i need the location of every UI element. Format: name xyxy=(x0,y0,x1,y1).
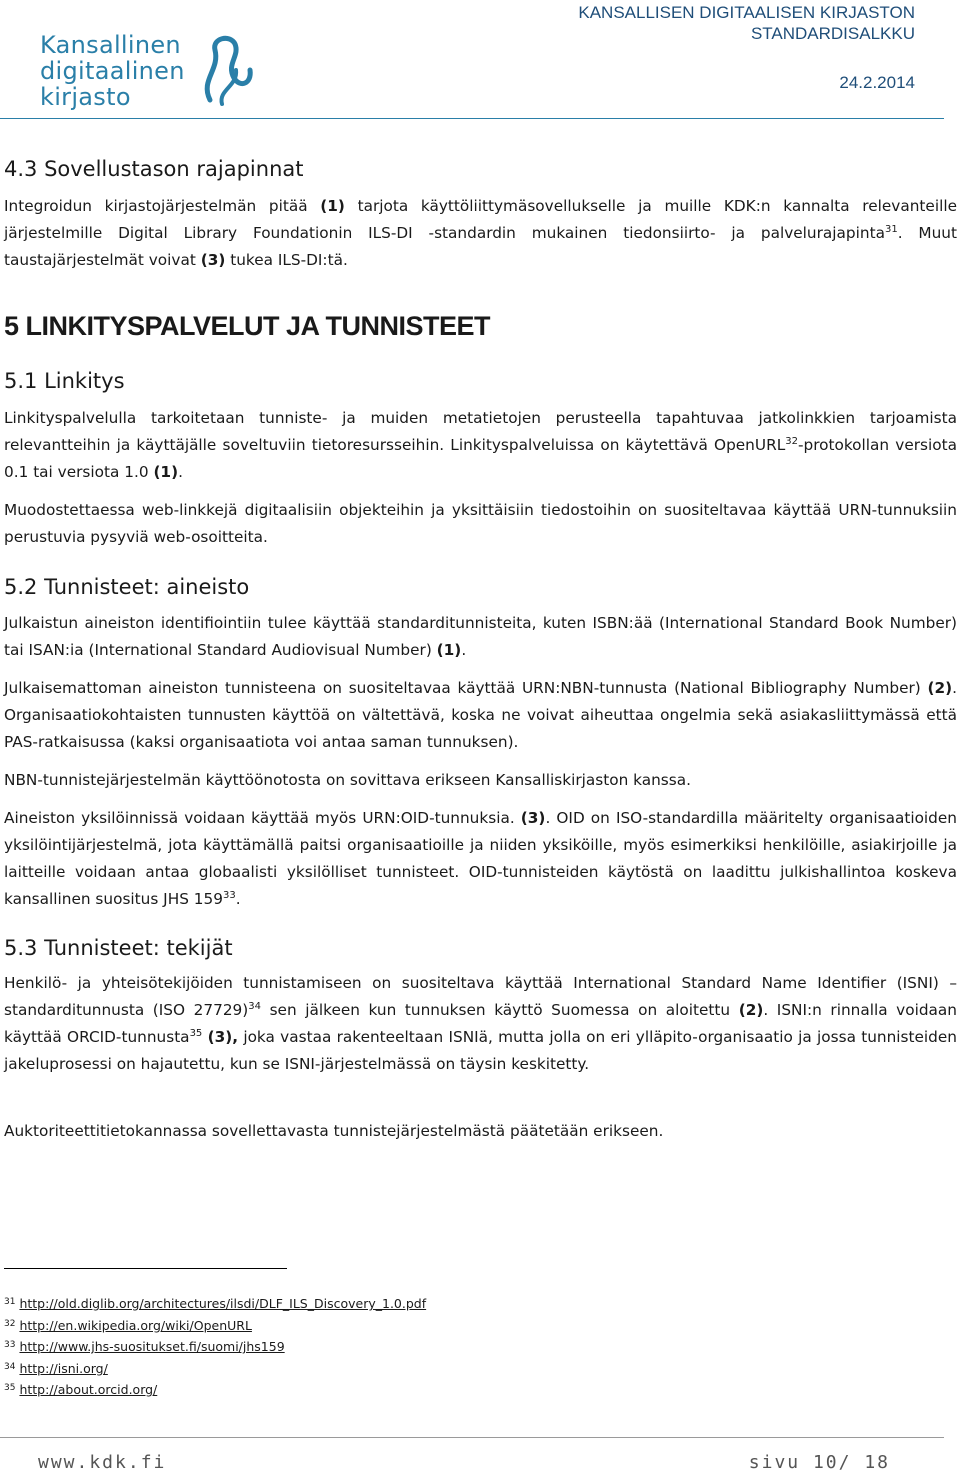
section-5-2-paragraph-4 xyxy=(4,805,957,913)
logo-line-2: digitaalinen xyxy=(40,57,185,85)
section-5-2-paragraph-2 xyxy=(4,675,957,756)
footnote-ref[interactable]: 32 xyxy=(785,436,798,447)
priority-marker: (3), xyxy=(207,1028,239,1046)
footnote-ref[interactable]: 33 xyxy=(222,890,236,901)
text: Integroidun kirjastojärjestelmän pitää xyxy=(4,197,321,215)
priority-marker: (2) xyxy=(738,1001,764,1019)
priority-marker: (1) xyxy=(320,197,345,215)
text: . xyxy=(178,463,183,481)
section-5-3-paragraph-1 xyxy=(4,970,957,1078)
priority-marker: (2) xyxy=(927,679,953,697)
footnote-item xyxy=(4,1314,252,1337)
section-5-1-heading: 5.1 Linkitys xyxy=(4,369,125,393)
footnote-number: 33 xyxy=(4,1340,16,1350)
footnote-item xyxy=(4,1335,285,1358)
logo-line-3: kirjasto xyxy=(40,83,131,111)
priority-marker: (1) xyxy=(436,641,462,659)
footnote-number: 35 xyxy=(4,1383,16,1393)
text: -protokollan versiota 0.1 tai versiota 1.0 xyxy=(4,436,957,481)
portfolio-title-line2: STANDARDISALKKU xyxy=(750,24,915,43)
text: . OID on ISO-standardilla määritelty organisaatioiden yksilöintijärjestelmä, jota käyttämällä paitsi organisaatioille ja niiden yksiköille, myös esimerkiksi henkilöille, asiakirjoille ja laitteille voidaan antaa globaalisti yksilölliset tunnisteet. OID-tunnisteiden käytöstä on laadittu julkishallintoa koskeva kansallinen suositus JHS 159 xyxy=(4,809,958,908)
footnote-link[interactable]: http://www.jhs-suositukset.fi/suomi/jhs159 xyxy=(19,1339,285,1354)
footer-divider xyxy=(0,1437,944,1438)
footnote-number: 34 xyxy=(4,1362,16,1372)
footnote-ref[interactable]: 34 xyxy=(248,1001,261,1012)
chapter-5-heading: 5 LINKITYSPALVELUT JA TUNNISTEET xyxy=(4,311,491,341)
logo-line-1: Kansallinen xyxy=(40,31,181,59)
text: . Muut taustajärjestelmät voivat xyxy=(4,224,957,269)
section-4-3-paragraph xyxy=(4,193,957,274)
section-5-2-paragraph-3: NBN-tunnistejärjestelmän käyttöönotosta on sovittava erikseen Kansalliskirjaston kanssa. xyxy=(4,771,691,789)
priority-marker: (3) xyxy=(520,809,546,827)
text: Henkilö- ja yhteisötekijöiden tunnistamiseen on suositeltava käyttää International Standard Name Identifier (ISNI) –standarditunnusta (ISO 27729) xyxy=(4,974,957,1019)
text: tarjota käyttöliittymäsovellukselle ja muille KDK:n kannalta relevanteille järjestelmille Digital Library Foundationin ILS-DI -standardin mukainen tiedonsiirto- ja palvelurajapinta xyxy=(4,197,957,242)
section-5-2-paragraph-1 xyxy=(4,610,957,664)
section-4-3-heading: 4.3 Sovellustason rajapinnat xyxy=(4,157,304,181)
footnote-link[interactable]: http://en.wikipedia.org/wiki/OpenURL xyxy=(19,1318,252,1333)
text: joka vastaa rakenteeltaan ISNIä, mutta jolla on eri ylläpito-organisaatio ja jossa tunnisteiden jakeluprosessi on hajautettu, kun se ISNI-järjestelmässä on täysin keskitetty. xyxy=(4,1028,957,1073)
section-5-3-paragraph-2: Auktoriteettitietokannassa sovellettavasta tunnistejärjestelmästä päätetään erikseen. xyxy=(4,1122,664,1140)
section-5-3-heading: 5.3 Tunnisteet: tekijät xyxy=(4,936,233,960)
text: tukea ILS-DI:tä. xyxy=(225,251,348,269)
section-5-2-heading: 5.2 Tunnisteet: aineisto xyxy=(4,575,250,599)
portfolio-title xyxy=(578,2,915,44)
logo-swirl-icon xyxy=(190,30,260,108)
footnote-link[interactable]: http://about.orcid.org/ xyxy=(19,1382,158,1397)
text: . xyxy=(461,641,467,659)
text: Julkaistun aineiston identifiointiin tulee käyttää standarditunnisteita, kuten ISBN:ää (International Standard Book Number) tai ISAN:ia (International Standard Audiovisual Number) xyxy=(4,614,957,659)
footnote-divider xyxy=(4,1268,287,1269)
footnote-link[interactable]: http://isni.org/ xyxy=(19,1361,108,1376)
footnote-number: 31 xyxy=(4,1297,16,1307)
text: Julkaisemattoman aineiston tunnisteena on suositeltavaa käyttää URN:NBN-tunnusta (National Bibliography Number) xyxy=(4,679,928,697)
section-5-1-paragraph-1 xyxy=(4,405,957,486)
text: Aineiston yksilöinnissä voidaan käyttää myös URN:OID-tunnuksia. xyxy=(4,809,521,827)
footnote-number: 32 xyxy=(4,1319,16,1329)
text: . ISNI:n rinnalla voidaan käyttää ORCID-tunnusta xyxy=(4,1001,958,1046)
text: Linkityspalvelulla tarkoitetaan tunniste- ja muiden metatietojen perusteella tapahtuvaa jatkolinkkien tarjoamista relevantteihin ja käyttäjälle soveltuviin tietoresursseihin. Linkityspalveluissa on käytettävä OpenURL xyxy=(4,409,957,454)
section-5-1-paragraph-2: Muodostettaessa web-linkkejä digitaalisiin objekteihin ja yksittäisiin tiedostoihin on suositeltavaa käyttää URN-tunnuksiin perustuvia pysyviä web-osoitteita. xyxy=(4,501,957,546)
text: sen jälkeen kun tunnuksen käyttö Suomessa on aloitettu xyxy=(261,1001,739,1019)
priority-marker: (1) xyxy=(153,463,179,481)
footnote-ref[interactable]: 35 xyxy=(189,1028,203,1039)
footnote-item xyxy=(4,1292,426,1315)
footer-website: www.kdk.fi xyxy=(38,1452,167,1473)
page-number: sivu 10/ 18 xyxy=(748,1452,890,1473)
text: . xyxy=(235,890,241,908)
footnote-item xyxy=(4,1378,157,1401)
footnote-item xyxy=(4,1357,108,1380)
header-divider xyxy=(0,118,944,119)
priority-marker: (3) xyxy=(200,251,226,269)
document-date: 24.2.2014 xyxy=(839,73,915,92)
portfolio-title-line1: KANSALLISEN DIGITAALISEN KIRJASTON xyxy=(578,3,915,22)
footnote-link[interactable]: http://old.diglib.org/architectures/ilsdi/DLF_ILS_Discovery_1.0.pdf xyxy=(19,1296,427,1311)
footnote-ref[interactable]: 31 xyxy=(884,224,898,235)
text: . Organisaatiokohtaisten tunnusten käyttöä on vältettävä, koska ne voivat aiheuttaa ongelmia sekä asiakasliittymässä että PAS-ratkaisussa (kaksi organisaatiota voi antaa saman tunnuksen). xyxy=(4,679,957,751)
